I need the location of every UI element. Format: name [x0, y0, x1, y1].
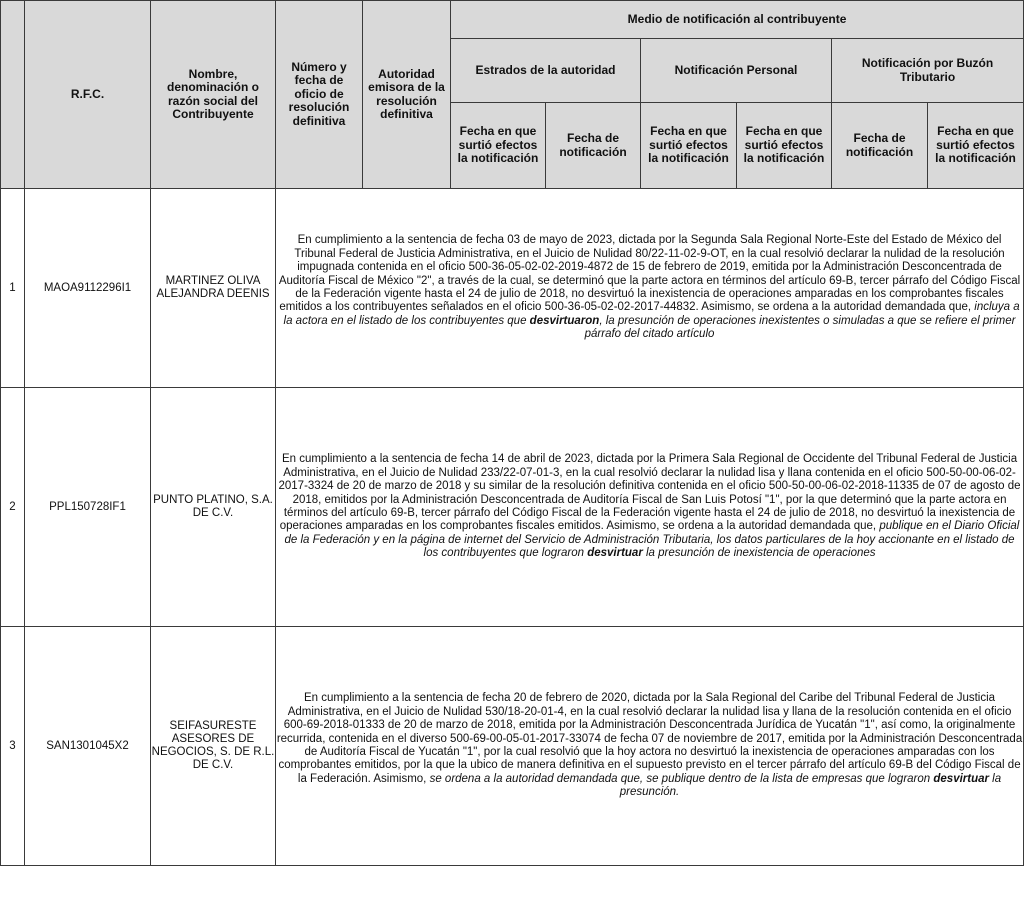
header-sub-personal-surtio-1 [641, 103, 737, 189]
header-autoridad [363, 1, 451, 189]
header-sub-label: Fecha en que surtió efectos la notificación [457, 124, 539, 166]
italic-text: , la presunción de operaciones inexistentes o simuladas a que se refiere el primer párrafo del citado artículo [584, 314, 1016, 341]
italic-text: incluya a la actora en el listado de los contribuyentes que [283, 301, 1020, 327]
emphasis-text: desvirtuar [933, 772, 989, 785]
body-text: En cumplimiento a la sentencia de fecha 14 de abril de 2023, dictada por la Primera Sala Regional de Occidente del Tribunal Federal de Justicia Administrativa, en el Juicio de Nulidad 233/22-07-01-3, en la cual resolvió declarar la nulidad lisa y llana contenida en el oficio 500-50-00-06-02- 2017-3324 de 20 de marzo de 2018 y su similar de la resolución definitiva contenida en el oficio 500-50-00-06-02-2018-11335 de 07 de agosto de 2018, emitidos por la Administración Desconcentrada de Auditoría Fiscal de San Luis Potosí "1", por la que determinó que la parte actora en términos del artículo 69-B, tercer párrafo del Código Fiscal de la Federación vigente hasta el 24 de julio de 2018, no desvirtuó la inexistencia de operaciones amparadas en los comprobantes fiscales emitidos. Asimismo, se ordena a la autoridad demandada que, [278, 453, 1021, 533]
header-autoridad-label: Autoridad emisora de la resolución definitiva [368, 66, 445, 121]
header-sub-buzon-fecha [832, 103, 928, 189]
header-sub-label: Fecha en que surtió efectos la notificación [648, 124, 729, 166]
row-nombre: MARTINEZ OLIVA ALEJANDRA DEENIS [151, 189, 276, 388]
table-row [1, 388, 1024, 627]
header-index [1, 1, 25, 189]
header-sub-estrados-surtio [451, 103, 546, 189]
header-rfc [25, 1, 151, 189]
row-resolution-text [276, 388, 1024, 627]
italic-text: la presunción de inexistencia de operaciones [642, 547, 876, 560]
body-text: En cumplimiento a la sentencia de fecha 03 de mayo de 2023, dictada por la Segunda Sala Regional Norte-Este del Estado de México del Tribunal Federal de Justicia Administrativa, en el Juicio de Nulidad 80/22-11-02-9-OT, en la cual resolvió declarar la nulidad de la resolución impugnada contenida en el oficio 500-36-05-02-02-2019-4872 de 15 de febrero de 2019, emitida por la Administración Desconcentrada de Auditoría Fiscal de México "2", a través de la cual, se determinó que la parte actora en términos del artículo 69-B, tercer párrafo del Código Fiscal de la Federación vigente hasta el 24 de julio de 2018, no desvirtuó la inexistencia de operaciones amparadas en los comprobantes fiscales emitidos a los contribuyentes señalados en el oficio 500-36-05-02-02-2017-44832. Asimismo, se ordena a la autoridad demandada que, [278, 234, 1021, 314]
header-sub-label: Fecha en que surtió efectos la notificación [743, 124, 825, 166]
header-sub-label: Fecha en que surtió efectos la notificación [935, 124, 1016, 166]
table-row [1, 189, 1024, 388]
header-group-buzon-label: Notificación por Buzón Tributario [861, 56, 994, 84]
body-text: En cumplimiento a la sentencia de fecha 20 de febrero de 2020, dictada por la Sala Regional del Caribe del Tribunal Federal de Justicia Administrativa, en el Juicio de Nulidad 530/18-20-01-4, en la cual resolvió declarar la nulidad lisa y llana de la resolución contenida en el oficio 600-69-2018-01333 de 20 de marzo de 2018, emitida por la Administración Desconcentrada Jurídica de Yucatán "1", así como, la originalmente recurrida, contenida en el diverso 500-69-00-05-01-2017-33074 de fecha 07 de noviembre de 2017, emitida por la Administración Desconcentrada de Auditoría Fiscal de Yucatán "1", por la cual resolvió que la hoy actora no desvirtuó la inexistencia de operaciones amparadas con los comprobantes emitidos, por la que la ubico de manera definitiva en el supuesto previsto en el tercer párrafo del artículo 69-B del Código Fiscal de la Federación. Asimismo, [276, 692, 1023, 785]
row-rfc: SAN1301045X2 [25, 627, 151, 866]
header-sub-buzon-surtio [928, 103, 1024, 189]
row-resolution-text [276, 627, 1024, 866]
header-group-personal: Notificación Personal [641, 39, 832, 103]
header-numero-fecha [276, 1, 363, 189]
header-group-estrados: Estrados de la autoridad [451, 39, 641, 103]
header-numero-fecha-label: Número y fecha de oficio de resolución definitiva [288, 59, 350, 128]
header-rfc-label: R.F.C. [70, 86, 105, 101]
row-resolution-text [276, 189, 1024, 388]
row-index: 2 [1, 388, 25, 627]
row-index: 3 [1, 627, 25, 866]
header-sub-label: Fecha de notificación [845, 131, 914, 159]
header-sub-label: Fecha de notificación [559, 131, 627, 159]
row-rfc: MAOA9112296I1 [25, 189, 151, 388]
italic-text: la presunción. [619, 772, 1002, 799]
row-index: 1 [1, 189, 25, 388]
row-nombre: SEIFASURESTE ASESORES DE NEGOCIOS, S. DE R.L. DE C.V. [151, 627, 276, 866]
italic-text: publique en el Diario Oficial de la Federación y en la página de internet del Servicio de Administración Tributaria, los datos particulares de la hoy accionante en el listado de los contribuyentes que lograron [284, 520, 1020, 560]
header-group-buzon [832, 39, 1024, 103]
emphasis-text: desvirtuar [587, 547, 643, 560]
header-nombre [151, 1, 276, 189]
header-nombre-label: Nombre, denominación o razón social del Contribuyente [166, 66, 259, 121]
header-medio-notificacion: Medio de notificación al contribuyente [451, 1, 1024, 39]
emphasis-text: desvirtuaron [529, 314, 600, 327]
italic-text: se ordena a la autoridad demandada que, se publique dentro de la lista de empresas que lograron [429, 772, 934, 785]
row-rfc: PPL150728IF1 [25, 388, 151, 627]
row-nombre: PUNTO PLATINO, S.A. DE C.V. [151, 388, 276, 627]
header-sub-estrados-fecha [546, 103, 641, 189]
table-row [1, 627, 1024, 866]
header-sub-personal-surtio-2 [737, 103, 832, 189]
